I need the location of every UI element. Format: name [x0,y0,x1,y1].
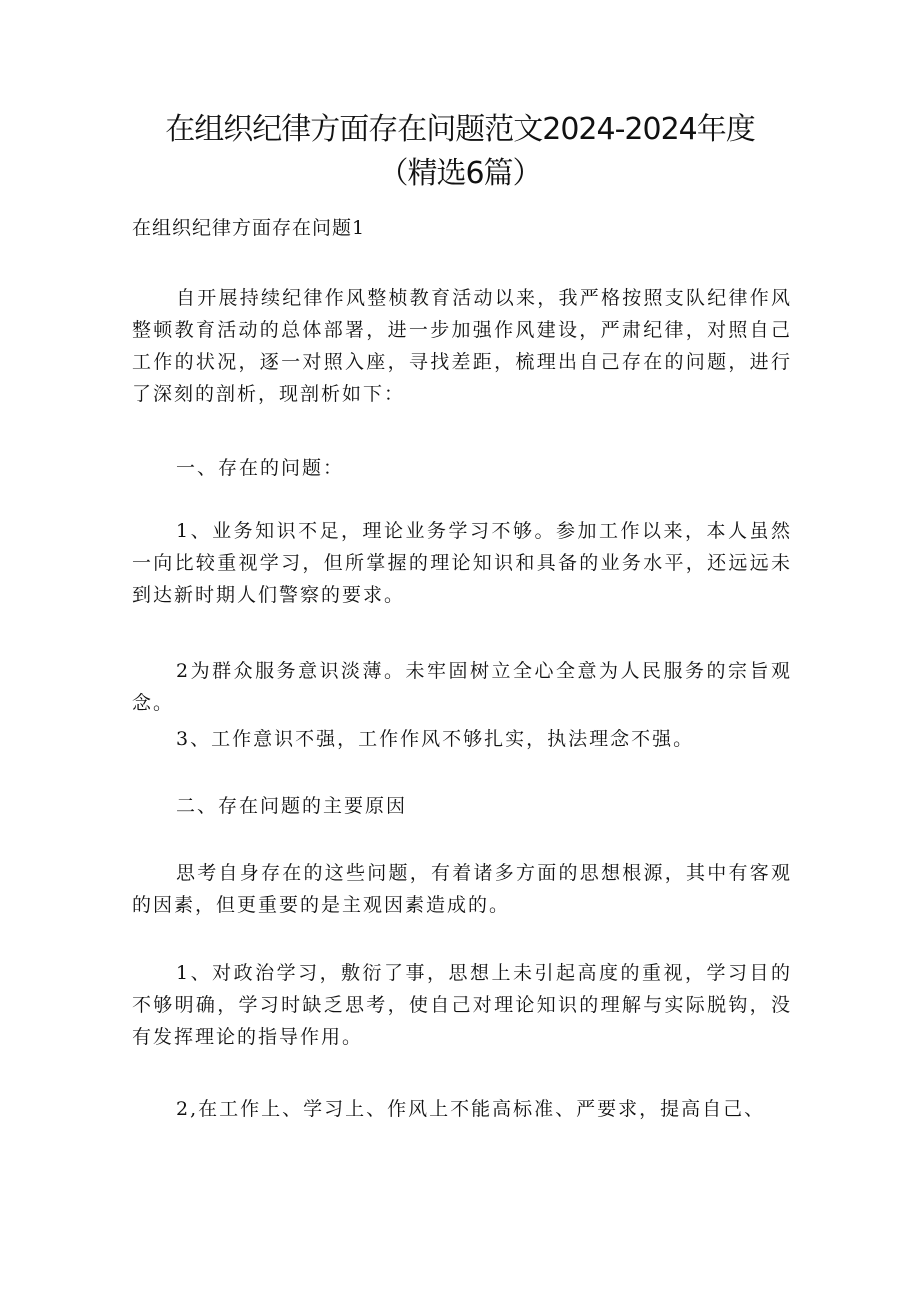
document-title: 在组织纪律方面存在问题范文2024-2024年度（精选6篇） [165,112,755,191]
body-paragraph-5: 思考自身存在的这些问题，有着诸多方面的思想根源，其中有客观的因素，但更重要的是主观因素造成的。 [132,862,792,916]
body-paragraph-6: 1、对政治学习，敷衍了事，思想上未引起高度的重视，学习目的不够明确，学习时缺乏思考，使自己对理论知识的理解与实际脱钩，没有发挥理论的指导作用。 [132,962,792,1048]
body-paragraph-7: 2,在工作上、学习上、作风上不能高标准、严要求，提高自己、 [176,1098,766,1120]
section-heading-problems: 一、存在的问题： [176,457,345,479]
document-subtitle: 在组织纪律方面存在问题1 [132,217,366,239]
body-paragraph-2: 1、业务知识不足，理论业务学习不够。参加工作以来，本人虽然一向比较重视学习，但所掌握的理论知识和具备的业务水平，还远远未到达新时期人们警察的要求。 [132,520,792,606]
body-paragraph-3: 2为群众服务意识淡薄。未牢固树立全心全意为人民服务的宗旨观念。 [132,660,792,714]
body-paragraph-4: 3、工作意识不强，工作作风不够扎实，执法理念不强。 [176,728,695,750]
body-paragraph-1: 自开展持续纪律作风整桢教育活动以来，我严格按照支队纪律作风整顿教育活动的总体部署，进一步加强作风建设，严肃纪律，对照自己工作的状况，逐一对照入座，寻找差距，梳理出自己存在的问题，进行了深刻的剖析，现剖析如下： [132,287,792,405]
section-heading-causes: 二、存在问题的主要原因 [176,795,408,817]
